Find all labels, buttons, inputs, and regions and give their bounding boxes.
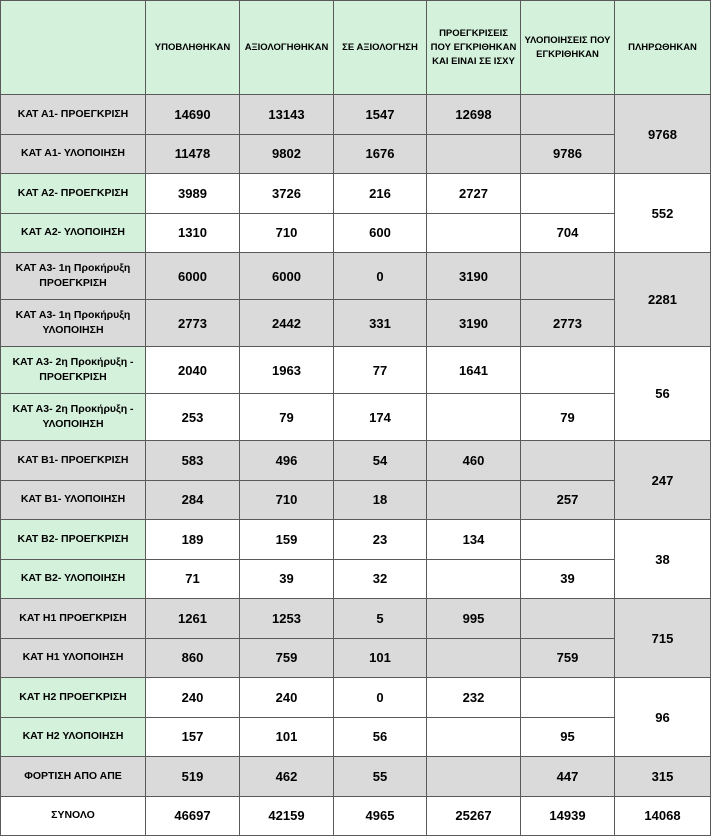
- paid-cell: 56: [615, 347, 711, 441]
- implementations-cell: 704: [521, 213, 615, 253]
- evaluated-cell: 101: [240, 717, 334, 757]
- table-row: [1, 599, 711, 639]
- paid-cell: 96: [615, 678, 711, 757]
- paid-cell: 715: [615, 599, 711, 678]
- preapprovals-cell: 3190: [427, 300, 521, 347]
- implementations-cell: [521, 347, 615, 394]
- in-evaluation-cell: 1676: [334, 134, 427, 174]
- submitted-cell: 1310: [146, 213, 240, 253]
- paid-cell: 552: [615, 174, 711, 253]
- submitted-cell: 583: [146, 441, 240, 481]
- submitted-cell: 157: [146, 717, 240, 757]
- submitted-cell: 253: [146, 394, 240, 441]
- submitted-cell: 46697: [146, 796, 240, 836]
- submitted-cell: 2040: [146, 347, 240, 394]
- submitted-cell: 240: [146, 678, 240, 718]
- evaluated-cell: 42159: [240, 796, 334, 836]
- implementations-cell: 447: [521, 757, 615, 797]
- evaluated-cell: 710: [240, 213, 334, 253]
- preapprovals-cell: 3190: [427, 253, 521, 300]
- row-label: ΚΑΤ Α3- 2η Προκήρυξη - ΥΛΟΠΟΙΗΣΗ: [1, 394, 146, 441]
- evaluated-cell: 159: [240, 520, 334, 560]
- implementations-cell: 14939: [521, 796, 615, 836]
- submitted-cell: 14690: [146, 95, 240, 135]
- header-submitted: ΥΠΟΒΛΗΘΗΚΑΝ: [146, 1, 240, 95]
- implementations-cell: [521, 520, 615, 560]
- evaluated-cell: 710: [240, 480, 334, 520]
- in-evaluation-cell: 331: [334, 300, 427, 347]
- row-label: ΚΑΤ Α2- ΥΛΟΠΟΙΗΣΗ: [1, 213, 146, 253]
- submitted-cell: 519: [146, 757, 240, 797]
- submitted-cell: 860: [146, 638, 240, 678]
- implementations-cell: [521, 253, 615, 300]
- submitted-cell: 71: [146, 559, 240, 599]
- implementations-cell: 95: [521, 717, 615, 757]
- implementations-cell: 39: [521, 559, 615, 599]
- submitted-cell: 11478: [146, 134, 240, 174]
- implementations-cell: 257: [521, 480, 615, 520]
- row-label: ΚΑΤ Α3- 1η Προκήρυξη ΠΡΟΕΓΚΡΙΣΗ: [1, 253, 146, 300]
- preapprovals-cell: [427, 638, 521, 678]
- table-row: [1, 394, 711, 441]
- preapprovals-cell: 2727: [427, 174, 521, 214]
- in-evaluation-cell: 77: [334, 347, 427, 394]
- preapprovals-cell: [427, 394, 521, 441]
- submitted-cell: 189: [146, 520, 240, 560]
- in-evaluation-cell: 0: [334, 253, 427, 300]
- preapprovals-cell: [427, 134, 521, 174]
- table-row: [1, 95, 711, 135]
- row-label: ΚΑΤ Β2- ΠΡΟΕΓΚΡΙΣΗ: [1, 520, 146, 560]
- preapprovals-cell: 12698: [427, 95, 521, 135]
- header-evaluated: ΑΞΙΟΛΟΓΗΘΗΚΑΝ: [240, 1, 334, 95]
- row-label: ΣΥΝΟΛΟ: [1, 796, 146, 836]
- submitted-cell: 2773: [146, 300, 240, 347]
- submitted-cell: 284: [146, 480, 240, 520]
- in-evaluation-cell: 4965: [334, 796, 427, 836]
- preapprovals-cell: 1641: [427, 347, 521, 394]
- evaluated-cell: 79: [240, 394, 334, 441]
- implementations-cell: 79: [521, 394, 615, 441]
- paid-cell: 2281: [615, 253, 711, 347]
- submitted-cell: 6000: [146, 253, 240, 300]
- row-label: ΚΑΤ Α3- 1η Προκήρυξη ΥΛΟΠΟΙΗΣΗ: [1, 300, 146, 347]
- implementations-cell: [521, 174, 615, 214]
- in-evaluation-cell: 101: [334, 638, 427, 678]
- in-evaluation-cell: 56: [334, 717, 427, 757]
- table-row: [1, 300, 711, 347]
- implementations-cell: 759: [521, 638, 615, 678]
- in-evaluation-cell: 174: [334, 394, 427, 441]
- row-label: ΚΑΤ Η1 ΠΡΟΕΓΚΡΙΣΗ: [1, 599, 146, 639]
- implementations-cell: [521, 599, 615, 639]
- header-in-evaluation: ΣΕ ΑΞΙΟΛΟΓΗΣΗ: [334, 1, 427, 95]
- row-label: ΚΑΤ Β2- ΥΛΟΠΟΙΗΣΗ: [1, 559, 146, 599]
- preapprovals-cell: [427, 480, 521, 520]
- table-row: [1, 520, 711, 560]
- row-label: ΚΑΤ Β1- ΠΡΟΕΓΚΡΙΣΗ: [1, 441, 146, 481]
- implementations-cell: 9786: [521, 134, 615, 174]
- evaluated-cell: 6000: [240, 253, 334, 300]
- row-label: ΦΟΡΤΙΣΗ ΑΠΟ ΑΠΕ: [1, 757, 146, 797]
- table-row: [1, 717, 711, 757]
- table-row: [1, 174, 711, 214]
- table-row: [1, 559, 711, 599]
- in-evaluation-cell: 18: [334, 480, 427, 520]
- evaluated-cell: 13143: [240, 95, 334, 135]
- table-row: [1, 134, 711, 174]
- evaluated-cell: 39: [240, 559, 334, 599]
- evaluated-cell: 2442: [240, 300, 334, 347]
- implementations-cell: [521, 678, 615, 718]
- row-label: ΚΑΤ Α3- 2η Προκήρυξη - ΠΡΟΕΓΚΡΙΣΗ: [1, 347, 146, 394]
- implementations-cell: [521, 95, 615, 135]
- preapprovals-cell: [427, 213, 521, 253]
- preapprovals-cell: 232: [427, 678, 521, 718]
- paid-cell: 247: [615, 441, 711, 520]
- in-evaluation-cell: 600: [334, 213, 427, 253]
- table-row: [1, 638, 711, 678]
- in-evaluation-cell: 54: [334, 441, 427, 481]
- evaluated-cell: 496: [240, 441, 334, 481]
- header-row: [1, 1, 711, 95]
- in-evaluation-cell: 23: [334, 520, 427, 560]
- in-evaluation-cell: 5: [334, 599, 427, 639]
- preapprovals-cell: 460: [427, 441, 521, 481]
- in-evaluation-cell: 216: [334, 174, 427, 214]
- in-evaluation-cell: 0: [334, 678, 427, 718]
- preapprovals-cell: [427, 717, 521, 757]
- preapprovals-cell: 25267: [427, 796, 521, 836]
- implementations-cell: 2773: [521, 300, 615, 347]
- header-paid: ΠΛΗΡΩΘΗΚΑΝ: [615, 1, 711, 95]
- submitted-cell: 1261: [146, 599, 240, 639]
- table-row: [1, 253, 711, 300]
- row-label: ΚΑΤ Β1- ΥΛΟΠΟΙΗΣΗ: [1, 480, 146, 520]
- header-category: [1, 1, 146, 95]
- table-row: [1, 480, 711, 520]
- paid-cell: 9768: [615, 95, 711, 174]
- implementations-cell: [521, 441, 615, 481]
- evaluated-cell: 1963: [240, 347, 334, 394]
- evaluated-cell: 1253: [240, 599, 334, 639]
- table-row: [1, 347, 711, 394]
- evaluated-cell: 3726: [240, 174, 334, 214]
- header-implementations: ΥΛΟΠΟΙΗΣΕΙΣ ΠΟΥ ΕΓΚΡΙΘΗΚΑΝ: [521, 1, 615, 95]
- paid-cell: 14068: [615, 796, 711, 836]
- evaluated-cell: 462: [240, 757, 334, 797]
- submitted-cell: 3989: [146, 174, 240, 214]
- paid-cell: 38: [615, 520, 711, 599]
- in-evaluation-cell: 1547: [334, 95, 427, 135]
- table-row: [1, 757, 711, 797]
- row-label: ΚΑΤ Α1- ΥΛΟΠΟΙΗΣΗ: [1, 134, 146, 174]
- table-row: [1, 213, 711, 253]
- row-label: ΚΑΤ Α1- ΠΡΟΕΓΚΡΙΣΗ: [1, 95, 146, 135]
- evaluated-cell: 9802: [240, 134, 334, 174]
- row-label: ΚΑΤ Η2 ΠΡΟΕΓΚΡΙΣΗ: [1, 678, 146, 718]
- total-row: [1, 796, 711, 836]
- header-preapprovals: ΠΡΟΕΓΚΡΙΣΕΙΣ ΠΟΥ ΕΓΚΡΙΘΗΚΑΝ ΚΑΙ ΕΙΝΑΙ ΣΕ ΙΣΧΥ: [427, 1, 521, 95]
- preapprovals-cell: 134: [427, 520, 521, 560]
- preapprovals-cell: 995: [427, 599, 521, 639]
- evaluated-cell: 240: [240, 678, 334, 718]
- evaluated-cell: 759: [240, 638, 334, 678]
- preapprovals-cell: [427, 757, 521, 797]
- table-row: [1, 441, 711, 481]
- paid-cell: 315: [615, 757, 711, 797]
- in-evaluation-cell: 55: [334, 757, 427, 797]
- preapprovals-cell: [427, 559, 521, 599]
- table-row: [1, 678, 711, 718]
- in-evaluation-cell: 32: [334, 559, 427, 599]
- row-label: ΚΑΤ Η2 ΥΛΟΠΟΙΗΣΗ: [1, 717, 146, 757]
- row-label: ΚΑΤ Α2- ΠΡΟΕΓΚΡΙΣΗ: [1, 174, 146, 214]
- row-label: ΚΑΤ Η1 ΥΛΟΠΟΙΗΣΗ: [1, 638, 146, 678]
